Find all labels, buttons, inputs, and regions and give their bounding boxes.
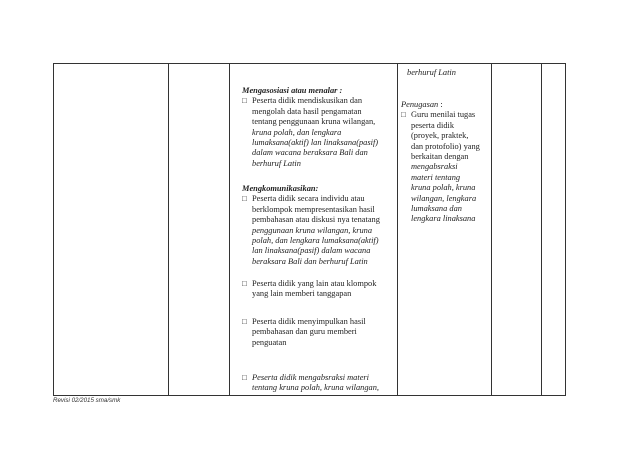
- column-divider: [541, 64, 542, 395]
- item-line: kruna polah, dan lengkara: [252, 127, 342, 137]
- item-line: (proyek, praktek,: [411, 131, 469, 141]
- item-line: tentang penggunaan kruna wilangan,: [252, 117, 376, 127]
- checkbox-bullet-icon: □: [242, 194, 247, 204]
- checkbox-bullet-icon: □: [242, 317, 247, 326]
- activity-cell: [242, 184, 392, 267]
- item-line: Peserta didik yang lain atau klompok: [252, 279, 377, 288]
- item-line: dalam wacana beraksara Bali dan: [252, 148, 368, 158]
- item-line: wilangan, lengkara: [411, 193, 477, 203]
- column-divider: [397, 64, 398, 395]
- item-line: pembahasan dan guru memberi: [252, 327, 357, 337]
- item-line: tentang kruna polah, kruna wilangan,: [252, 383, 380, 393]
- checkbox-bullet-icon: □: [401, 110, 406, 120]
- list-item: [242, 317, 392, 348]
- item-line: berhuruf Latin: [407, 68, 456, 77]
- list-item: [242, 373, 392, 394]
- item-line: lan linaksana(pasif) dalam wacana: [252, 246, 371, 256]
- section-heading-menalar: Mengasosiasi atau menalar :: [242, 86, 343, 95]
- list-item: [401, 110, 487, 224]
- item-line: mengolah data hasil pengamatan: [252, 106, 362, 116]
- activity-cell: [242, 279, 392, 300]
- activity-cell: [242, 373, 392, 394]
- section-heading-komunikasi: Mengkomunikasikan:: [242, 184, 319, 193]
- item-line: dan protofolio) yang: [411, 141, 480, 151]
- item-line: Peserta didik menyimpulkan hasil: [252, 317, 366, 326]
- item-line: lumaksana(aktif) lan linaksana(pasif): [252, 138, 379, 148]
- item-line: berhuruf Latin: [252, 158, 301, 168]
- list-item: [242, 96, 392, 169]
- item-line: berklompok mempresentasikan hasil: [252, 204, 375, 214]
- item-line: Guru menilai tugas: [411, 110, 476, 120]
- item-line: Peserta didik mendiskusikan dan: [252, 96, 363, 106]
- item-line: pembahasan atau diskusi nya tenatang: [252, 215, 380, 225]
- item-line: polah, dan lengkara lumaksana(aktif): [252, 236, 379, 246]
- item-line: lumaksana dan: [411, 204, 462, 214]
- item-line: yang lain memberi tanggapan: [252, 289, 352, 299]
- list-item: [242, 279, 392, 300]
- item-line: lengkara linaksana: [411, 214, 476, 224]
- activity-cell: [242, 86, 392, 169]
- item-line: penggunaan kruna wilangan, kruna: [252, 225, 373, 235]
- activity-cell: [242, 317, 392, 348]
- item-line: penguatan: [252, 337, 287, 347]
- item-line: peserta didik: [411, 120, 455, 130]
- section-heading-penugasan: Penugasan: [401, 100, 439, 109]
- heading-colon: :: [438, 100, 443, 109]
- column-divider: [491, 64, 492, 395]
- column-divider: [229, 64, 230, 395]
- assessment-cell: [401, 68, 487, 78]
- list-item: [242, 194, 392, 267]
- item-line: materi tentang: [411, 172, 461, 182]
- item-line: berkaitan dengan: [411, 152, 469, 162]
- item-line: Peserta didik secara individu atau: [252, 194, 365, 204]
- revision-footer: Revisi 02/2015 sma/smk: [53, 397, 121, 404]
- item-line: beraksara Bali dan berhuruf Latin: [252, 256, 368, 266]
- assessment-cell: [401, 100, 487, 225]
- column-divider: [168, 64, 169, 395]
- checkbox-bullet-icon: □: [242, 373, 247, 382]
- lesson-table: [53, 63, 566, 396]
- checkbox-bullet-icon: □: [242, 96, 247, 106]
- checkbox-bullet-icon: □: [242, 279, 247, 288]
- item-line: mengabsraksi: [411, 162, 458, 172]
- item-line: kruna polah, kruna: [411, 183, 476, 193]
- item-line: Peserta didik mengabsraksi materi: [252, 373, 370, 382]
